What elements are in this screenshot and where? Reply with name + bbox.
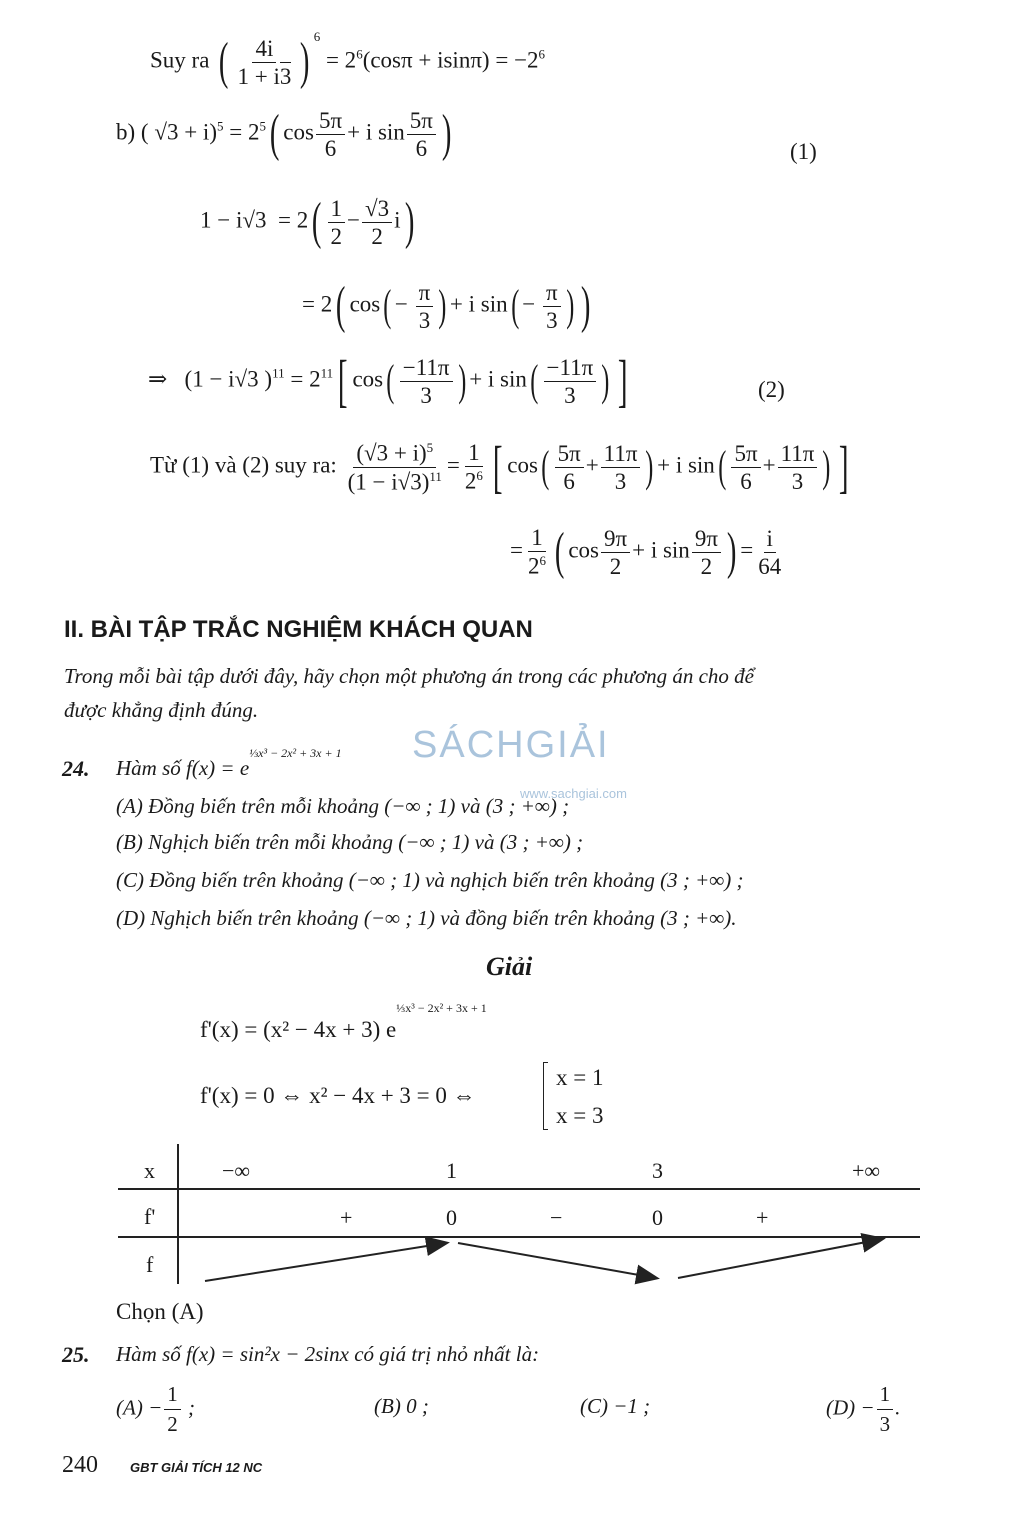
q25-option-a[interactable]: (A) − $\frac{1}{2}$ ; <box>116 1382 195 1436</box>
conclusion-label: Từ (1) và (2) suy ra: <box>150 452 337 478</box>
section-title: II. BÀI TẬP TRẮC NGHIỆM KHÁCH QUAN <box>64 616 533 643</box>
q25-option-d[interactable]: (D) − $\frac{1}{3}$ . <box>826 1382 901 1436</box>
line-a: 1 − i√3 = 2( $\frac{1}{2}$ − $\frac{√3}{2}$ i) <box>200 193 414 250</box>
solution-heading: Giải <box>486 952 533 981</box>
line-c: ⇒ (1 − i√3 )$^{11} = 2^{11}$[ cos( $\frac{-11\pi}{3}$ ) + i sin( $\frac{-11\pi}{3}$ ) ] <box>148 348 628 413</box>
fprime-sign-3: + <box>756 1205 769 1230</box>
root-2: x = 3 <box>556 1103 604 1128</box>
fprime-zero-1: 0 <box>446 1205 457 1230</box>
question-25-stem: Hàm số f(x) = sin²x − 2sinx có giá trị nhỏ nhất là: <box>116 1342 540 1366</box>
final-result-line: = $\frac{1}{2^6}$ ( cos $\frac{9\pi}{2}$ + i sin $\frac{9\pi}{2}$ ) = $\frac{i}{64}$ <box>510 523 782 580</box>
q24-option-d[interactable]: (D) Nghịch biến trên khoảng (−∞ ; 1) và đồng biến trên khoảng (3 ; +∞). <box>116 906 737 930</box>
section-instruction-line-1: Trong mỗi bài tập dưới đây, hãy chọn một phương án trong các phương án cho để <box>64 664 754 688</box>
q24-option-a[interactable]: (A) Đồng biến trên mỗi khoảng (−∞ ; 1) và (3 ; +∞) ; <box>116 794 570 818</box>
row-label-x: x <box>144 1158 155 1183</box>
arrow-increasing-2 <box>678 1239 882 1278</box>
part-b-label: b) <box>116 119 136 145</box>
suy-ra-label: Suy ra <box>150 47 210 73</box>
watermark-logo: SÁCHGIẢI <box>412 724 610 766</box>
row-label-f: f <box>146 1252 154 1277</box>
q25-option-c[interactable]: (C) −1 ; <box>580 1394 651 1418</box>
x-value-pos-inf: +∞ <box>852 1158 881 1183</box>
page-number: 240 <box>62 1452 98 1478</box>
q24-option-b[interactable]: (B) Nghịch biến trên mỗi khoảng (−∞ ; 1) và (3 ; +∞) ; <box>116 830 584 854</box>
equation-number-1: (1) <box>790 139 817 164</box>
x-value-1: 1 <box>446 1158 457 1183</box>
derivative-line: f'(x) = (x² − 4x + 3) $e^{\frac{1}{3}x^3 - 2x^2 + 3x + 1}$ <box>200 1001 487 1042</box>
equation-number-2: (2) <box>758 377 785 402</box>
equation-1: b) ( $√3 + i)^5 = 2^5$( cos $\frac{5\pi}{6}$ + i sin $\frac{5\pi}{6}$ ) <box>116 105 452 162</box>
fprime-zero-2: 0 <box>652 1205 663 1230</box>
zero-line: f'(x) = 0 ⇔ x² − 4x + 3 = 0 ⇔ <box>200 1083 476 1108</box>
question-25-number: 25. <box>62 1342 90 1367</box>
q24-answer: Chọn (A) <box>116 1299 204 1324</box>
conclusion-line: Từ (1) và (2) suy ra: $\frac{(√3 + i)^5}{(1 - i√3)^{11}}$ = $\frac{1}{2^6}$ [ cos( $\frac{5\pi}{6}$ + $\frac{11\pi}{3}$ ) + i sin( $\frac{5\pi}{6}$ + $\frac{11\pi}{3}$ ) ] <box>150 434 849 499</box>
x-value-neg-inf: −∞ <box>222 1158 251 1183</box>
fraction-4i: $\frac{4i}{1 + i3}$ <box>237 35 292 89</box>
question-24-stem: Hàm số $f(x) = e^{\frac{1}{3}x^3 - 2x^2 + 3x + 1}$ <box>116 746 342 780</box>
line-b: = 2( cos( − $\frac{\pi}{3}$ ) + i sin( − $\frac{\pi}{3}$ ) ) <box>302 277 591 334</box>
implies-icon: ⇒ <box>148 366 168 392</box>
section-instruction-line-2: được khẳng định đúng. <box>64 698 259 722</box>
arrow-increasing-1 <box>205 1243 446 1281</box>
x-value-3: 3 <box>652 1158 663 1183</box>
q24-option-c[interactable]: (C) Đồng biến trên khoảng (−∞ ; 1) và nghịch biến trên khoảng (3 ; +∞) ; <box>116 868 744 892</box>
q25-option-b[interactable]: (B) 0 ; <box>374 1394 429 1418</box>
row-label-fprime: f' <box>144 1204 156 1229</box>
book-title: GBT GIẢI TÍCH 12 NC <box>130 1460 263 1475</box>
suy-ra-equation: Suy ra ( $\frac{4i}{1 + i3}$ ) $^6 = 2^6(\cos\pi + isin\pi) = -2^6$ <box>150 28 546 90</box>
arrow-decreasing <box>458 1243 656 1278</box>
fprime-sign-1: + <box>340 1205 353 1230</box>
question-24-number: 24. <box>62 756 90 781</box>
fprime-sign-2: − <box>550 1205 563 1230</box>
watermark-url: www.sachgiai.com <box>520 786 627 801</box>
root-1: x = 1 <box>556 1065 604 1090</box>
